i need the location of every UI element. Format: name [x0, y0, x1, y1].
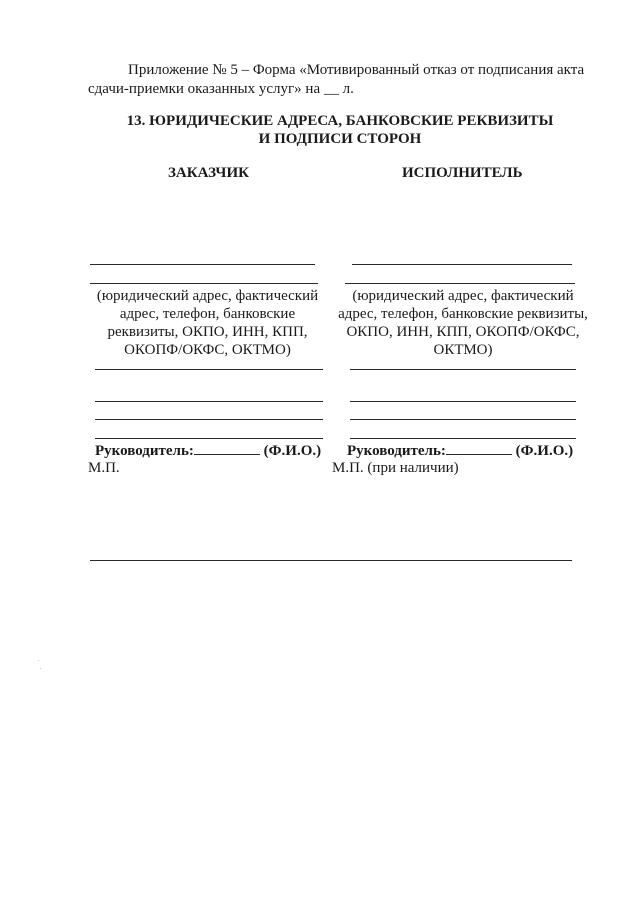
customer-blank-line [95, 438, 323, 439]
caption-line: реквизиты, ОКПО, ИНН, КПП, [107, 324, 308, 340]
caption-line: ОКПО, ИНН, КПП, ОКОПФ/ОКФС, [346, 324, 580, 340]
contractor-blank-line [350, 401, 576, 402]
bottom-rule [90, 560, 572, 561]
scan-speck [40, 668, 41, 669]
appendix-header-line2: сдачи-приемки оказанных услуг» на __ л. [88, 81, 354, 97]
contractor-stamp-label: М.П. (при наличии) [332, 460, 459, 476]
contractor-blank-line [350, 419, 576, 420]
customer-blank-line [90, 283, 318, 284]
caption-line: (юридический адрес, фактический [96, 288, 319, 304]
caption-line: адрес, телефон, банковские реквизиты, [338, 306, 588, 322]
customer-signature-row [95, 441, 321, 461]
customer-blank-line [90, 264, 315, 265]
customer-stamp-label: М.П. [88, 460, 120, 476]
contractor-requisites-caption [328, 287, 598, 359]
signature-blank [446, 441, 512, 455]
caption-line: адрес, телефон, банковские [119, 306, 296, 322]
caption-line: ОКОПФ/ОКФС, ОКТМО) [124, 342, 291, 358]
fio-label: (Ф.И.О.) [515, 443, 574, 459]
contractor-blank-line [350, 369, 576, 370]
caption-line: ОКТМО) [433, 342, 493, 358]
customer-blank-line [95, 401, 323, 402]
fio-label: (Ф.И.О.) [263, 443, 322, 459]
head-label: Руководитель: [347, 443, 446, 459]
contractor-title: ИСПОЛНИТЕЛЬ [402, 165, 523, 181]
customer-blank-line [95, 419, 323, 420]
appendix-header-line1: Приложение № 5 – Форма «Мотивированный отказ от подписания акта [128, 62, 585, 78]
head-label: Руководитель: [95, 443, 194, 459]
caption-line: (юридический адрес, фактический [352, 288, 574, 304]
customer-requisites-caption [85, 287, 330, 359]
contractor-signature-row [347, 441, 573, 461]
customer-blank-line [95, 369, 323, 370]
contractor-blank-line [345, 283, 575, 284]
signature-blank [194, 441, 260, 455]
contractor-blank-line [352, 264, 572, 265]
scan-speck [38, 660, 39, 661]
section-title-line1: 13. ЮРИДИЧЕСКИЕ АДРЕСА, БАНКОВСКИЕ РЕКВИЗИТЫ [126, 113, 554, 129]
section-title-line2: И ПОДПИСИ СТОРОН [258, 131, 422, 147]
contractor-blank-line [350, 438, 576, 439]
customer-title: ЗАКАЗЧИК [168, 165, 249, 181]
